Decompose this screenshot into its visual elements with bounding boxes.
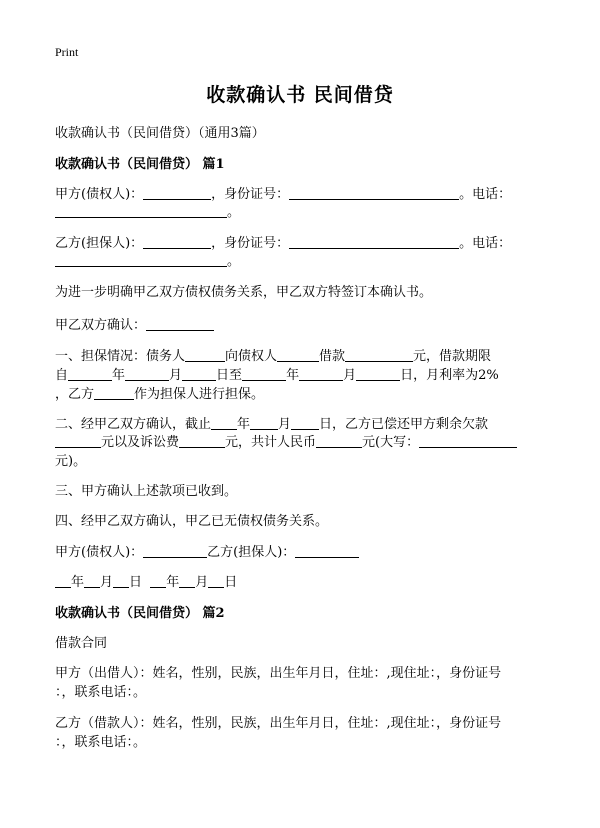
clause-1-line-3: ，乙方 作为担保人进行担保。 (55, 387, 265, 402)
party-b-phone-line: 。 (55, 250, 240, 269)
signature-date-line: 年 月 日 年 月 日 (55, 571, 237, 590)
borrower-line-1: 乙方（借款人）：姓名，性别，民族，出生年月日，住址：,现住址：，身份证号 (55, 716, 502, 731)
print-label[interactable]: Print (55, 45, 79, 59)
clause-3: 三、甲方确认上述款项已收到。 (55, 484, 238, 499)
lender-line-2: ：，联系电话：。 (55, 685, 147, 700)
borrower-line-2: ：，联系电话：。 (55, 735, 147, 750)
clause-4: 四、经甲乙双方确认，甲乙已无债权债务关系。 (55, 514, 329, 529)
intro-paragraph: 为进一步明确甲乙双方债权债务关系，甲乙双方特签订本确认书。 (55, 285, 433, 300)
clause-2-line-1: 二、经甲乙双方确认，截止 年 月 日，乙方已偿还甲方剩余欠款 (55, 417, 489, 432)
clause-1-line-1: 一、担保情况：债务人 向债权人 借款 元，借款期限 (55, 349, 492, 364)
blank (143, 186, 211, 200)
blank (55, 253, 227, 267)
party-a-phone-line: 。 (55, 201, 240, 220)
document-subtitle: 收款确认书（民间借贷）（通用3篇） (55, 126, 265, 141)
confirm-line: 甲乙双方确认： (55, 314, 214, 333)
clause-2-line-2: 元以及诉讼费 元，共计人民币 元(大写： (55, 431, 517, 450)
section-1-heading: 收款确认书（民间借贷） 篇1 (55, 157, 225, 172)
section-2-heading: 收款确认书（民间借贷） 篇2 (55, 606, 225, 621)
blank (143, 235, 211, 249)
signature-line: 甲方(债权人)： 乙方(担保人)： (55, 541, 359, 560)
party-a-line: 甲方(债权人)： ，身份证号： 。电话： (55, 187, 512, 202)
blank (55, 204, 227, 218)
blank (289, 235, 459, 249)
contract-title: 借款合同 (55, 636, 108, 651)
document-title: 收款确认书 民间借贷 (206, 84, 394, 106)
clause-2-line-3: 元)。 (55, 454, 87, 469)
blank (289, 186, 459, 200)
lender-line-1: 甲方（出借人）：姓名，性别，民族，出生年月日，住址：,现住址：，身份证号 (55, 666, 502, 681)
blank (146, 317, 214, 331)
party-b-line: 乙方(担保人)： ，身份证号： 。电话： (55, 236, 512, 251)
clause-1-line-2: 自 年 月 日至 年 月 日，月利率为2% (55, 368, 499, 383)
